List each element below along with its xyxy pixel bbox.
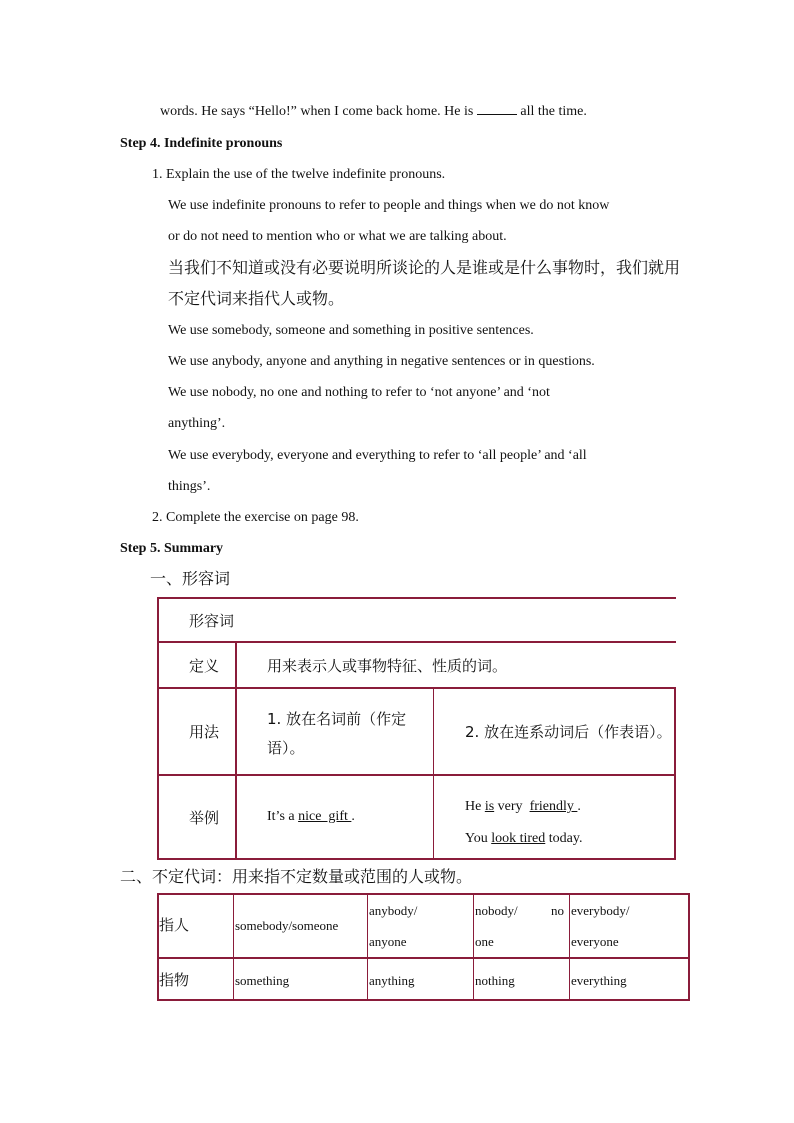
everything: everything	[571, 973, 627, 988]
example2-l2-phrase: look tired	[491, 831, 546, 846]
example2-l2-suffix: today.	[545, 831, 583, 846]
step4-sentence-nobody: We use nobody, no one and nothing to refer to ‘not anyone’ and ‘not	[168, 385, 550, 400]
usage-attributive-line2: 语）。	[267, 739, 305, 757]
anybody-line1: anybody/	[369, 903, 418, 918]
usage-predicative: 2. 放在连系动词后（作表语）。	[465, 723, 672, 741]
step4-sentence-nobody-cont: anything’.	[168, 416, 226, 431]
example2-line2	[465, 823, 582, 855]
row-things-label: 指物	[159, 971, 190, 989]
definition-label: 定义	[189, 656, 220, 675]
intro-line	[160, 102, 587, 122]
something: something	[235, 973, 290, 988]
example1-prefix: It’s a	[267, 809, 299, 824]
example1-suffix: .	[351, 809, 355, 824]
example2-l1-adjective: friendly	[529, 799, 578, 814]
nothing: nothing	[475, 973, 515, 988]
step4-sentence-everybody: We use everybody, everyone and everything to refer to ‘all people’ and ‘all	[168, 448, 587, 463]
adjective-table-title: 形容词	[189, 611, 235, 630]
step4-sentence-somebody: We use somebody, someone and something in positive sentences.	[168, 323, 534, 338]
example-attributive	[267, 776, 355, 858]
anything: anything	[369, 973, 415, 988]
definition-text: 用来表示人或事物特征、性质的词。	[267, 656, 508, 675]
usage-attributive	[267, 705, 433, 763]
everybody-line1: everybody/	[571, 903, 630, 918]
section-pronoun-heading: 二、不定代词：用来指不定数量或范围的人或物。	[120, 867, 473, 886]
example2-l1-prefix: He	[465, 799, 485, 814]
example2-l2-prefix: You	[465, 831, 492, 846]
example1-underlined: nice gift	[298, 809, 352, 824]
fill-in-blank	[477, 102, 517, 115]
example2-line1	[465, 791, 582, 823]
step4-chinese-line2: 不定代词来指代人或物。	[168, 289, 345, 308]
step4-item2: 2. Complete the exercise on page 98.	[152, 510, 359, 525]
everybody-line2: everyone	[571, 934, 619, 949]
intro-text-before: words. He says “Hello!” when I come back home. He is	[160, 104, 474, 119]
step4-sentence-everybody-cont: things’.	[168, 479, 211, 494]
anybody-line2: anyone	[369, 934, 407, 949]
adjective-table	[157, 597, 676, 860]
example2-l1-suffix: .	[577, 799, 581, 814]
step4-paragraph-line2: or do not need to mention who or what we are talking about.	[168, 229, 507, 244]
example2-l1-verb: is	[484, 799, 495, 814]
example2-l1-mid: very	[494, 799, 530, 814]
usage-label: 用法	[189, 723, 220, 741]
example-predicative	[465, 791, 582, 855]
step4-sentence-anybody: We use anybody, anyone and anything in negative sentences or in questions.	[168, 354, 595, 369]
indefinite-pronoun-table	[157, 893, 690, 1001]
nobody-line2: one	[475, 934, 494, 949]
intro-text-after: all the time.	[520, 104, 587, 119]
step5-heading: Step 5. Summary	[120, 541, 224, 556]
example-label: 举例	[189, 808, 220, 827]
nobody-line1-right: no	[551, 903, 564, 918]
row-people-label: 指人	[159, 916, 190, 934]
step4-paragraph-line1: We use indefinite pronouns to refer to people and things when we do not know	[168, 198, 610, 213]
step4-item1: 1. Explain the use of the twelve indefinite pronouns.	[152, 167, 446, 182]
somebody-someone: somebody/someone	[235, 918, 339, 933]
step4-chinese-line1: 当我们不知道或没有必要说明所谈论的人是谁或是什么事物时，我们就用	[168, 258, 681, 277]
section-adjective-heading: 一、形容词	[150, 569, 231, 588]
usage-attributive-line1: 1. 放在名词前（作定	[267, 710, 407, 728]
step4-heading: Step 4. Indefinite pronouns	[120, 136, 283, 151]
nobody-line1: nobody/	[475, 903, 518, 918]
